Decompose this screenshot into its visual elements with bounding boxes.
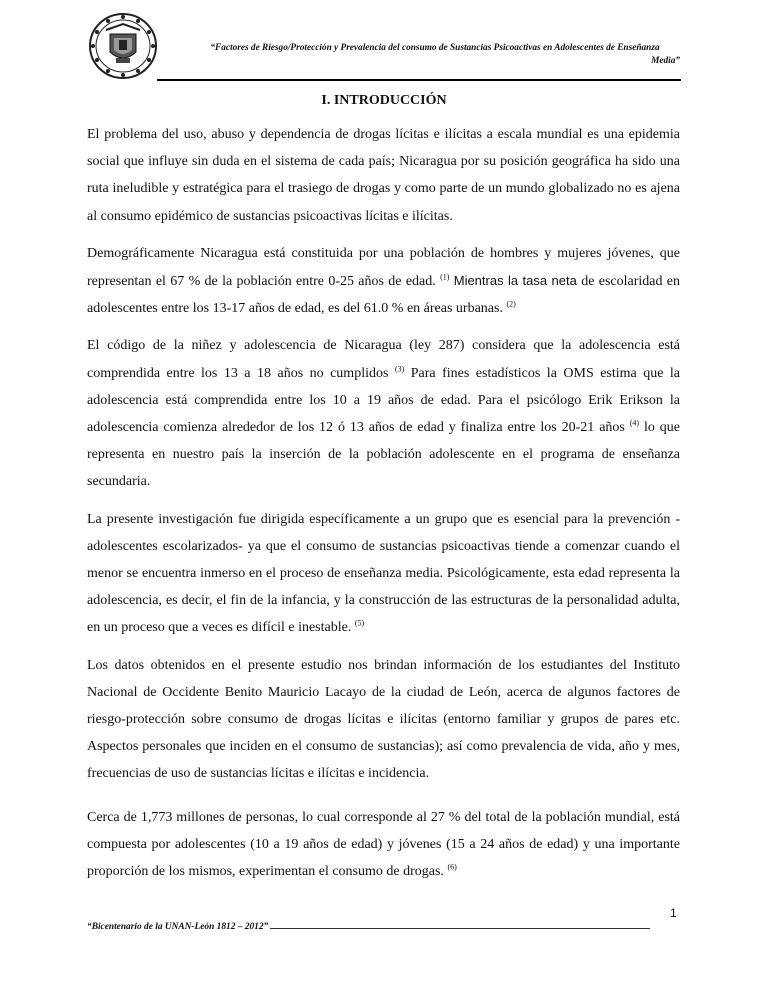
citation-ref-5: (5) [354,618,365,628]
paragraph-6-text: Cerca de 1,773 millones de personas, lo cual corresponde al 27 % del total de la población mundial, está compuesta por adolescentes (10 a 19 años de edad) y jóvenes (15 a 24 años de edad) y una importante proporción de los mismos, experimentan el consumo de drogas. [87,809,680,880]
page-number: 1 [670,906,677,920]
citation-ref-1: (1) [440,272,450,282]
paragraph-4-text: La presente investigación fue dirigida específicamente a un grupo que es esencial para la prevención -adolescentes escolarizados- ya que el consumo de sustancias psicoactivas tiende a comenzar cuando el menor se encuentra inmerso en el proceso de enseñanza media. Psicológicamente, esta edad representa la adolescencia, es decir, el fin de la infancia, y la construcción de las estructuras de la personalidad adulta, en un proceso que a veces es difícil e inestable. [87,511,680,636]
university-seal-icon [88,12,158,80]
paragraph-1 [87,121,680,230]
paragraph-2 [87,240,680,323]
paragraph-1-text: El problema del uso, abuso y dependencia de drogas lícitas e ilícitas a escala mundial es una epidemia social que influye sin duda en el sistema de cada país; Nicaragua por su posición geográfica ha sido una ruta ineludible y estratégica para el trasiego de drogas y como parte de un mundo globalizado no es ajena al consumo epidémico de sustancias psicoactivas lícitas e ilícitas. [87,127,680,224]
citation-ref-6: (6) [447,862,457,872]
paragraph-3 [87,332,680,495]
paragraph-4 [87,506,680,642]
paragraph-3-text-c: lo que representa en nuestro país la inserción de la población adolescente en el programa de enseñanza secundaria. [87,420,681,490]
footer [87,922,662,932]
citation-ref-2: (2) [506,299,516,309]
paragraph-3-text-a: El código de la niñez y adolescencia de Nicaragua (ley 287) considera que la adolescencia está comprendida entre los 13 a 18 años no cumplidos [87,338,680,381]
footer-text: “Bicentenario de la UNAN-León 1812 – 2012” [87,922,269,932]
paragraph-6 [87,804,680,886]
paragraph-2-text-b: Mientras la tasa neta [453,273,577,289]
paragraph-5 [87,652,680,788]
header-title-line-2: Media” [651,56,680,66]
section-title: I. INTRODUCCIÓN [321,93,447,108]
citation-ref-3: (3) [394,363,405,373]
header-divider [157,79,681,81]
footer-rule [270,928,650,929]
paragraph-5-text: Los datos obtenidos en el presente estudio nos brindan información de los estudiantes del Instituto Nacional de Occidente Benito Mauricio Lacayo de la ciudad de León, acerca de algunos factores de riesgo-protección sobre consumo de drogas lícitas e ilícitas (entorno familiar y grupos de pares etc. Aspectos personales que inciden en el consumo de sustancias); así como prevalencia de vida, año y mes, frecuencias de uso de sustancias lícitas e ilícitas e incidencia. [87,657,680,782]
citation-ref-4: (4) [629,418,640,428]
document-body [87,121,680,895]
paragraph-2-text-c: de escolaridad en adolescentes entre los 13-17 años de edad, es del 61.0 % en áreas urbanas. [87,274,681,317]
paragraph-3-text-b: Para fines estadísticos la OMS estima que la adolescencia está comprendida entre los 10 a 19 años de edad. Para el psicólogo Erik Erikson la adolescencia comienza alrededor de los 12 ó 13 años de edad y finaliza entre los 20-21 años [87,365,681,436]
paragraph-2-text-a: Demográficamente Nicaragua está constituida por una población de hombres y mujeres jóvenes, que representan el 67 % de la población entre 0-25 años de edad. [87,245,680,290]
header-title-line-1: “Factores de Riesgo/Protección y Prevalencia del consumo de Sustancias Psicoactivas en Adolescentes de Enseñanza [210,43,660,53]
